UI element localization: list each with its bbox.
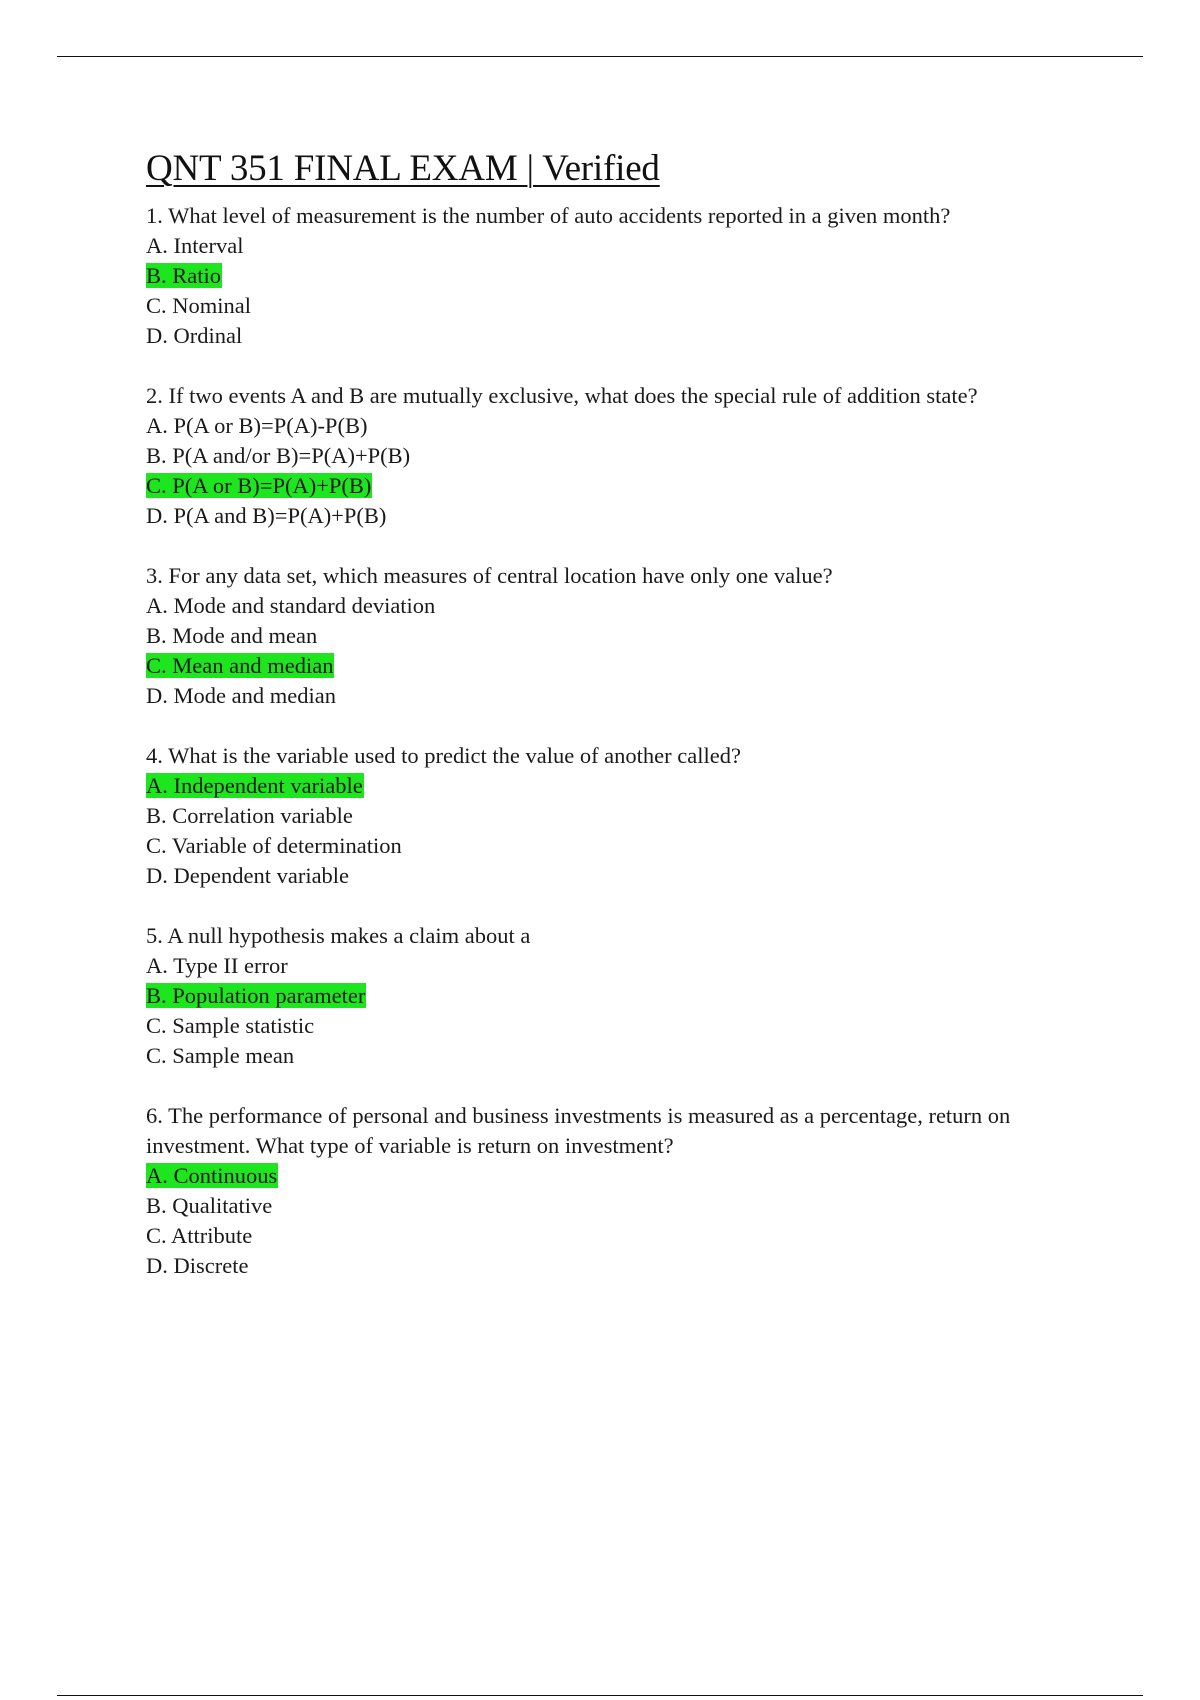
question-text: 5. A null hypothesis makes a claim about a [146, 923, 531, 948]
answer-options [146, 1161, 1086, 1281]
answer-option [146, 1161, 1086, 1191]
answer-option [146, 411, 1086, 441]
answer-option-text: D. P(A and B)=P(A)+P(B) [146, 503, 387, 528]
answer-option [146, 1041, 1086, 1071]
answer-option [146, 501, 1086, 531]
answer-options [146, 771, 1086, 891]
answer-option-text: D. Ordinal [146, 323, 243, 348]
answer-option-text: C. Mean and median [146, 653, 334, 678]
question-2 [146, 381, 1086, 531]
answer-option-text: D. Mode and median [146, 683, 336, 708]
answer-option-text: B. Correlation variable [146, 803, 353, 828]
top-rule [57, 56, 1143, 57]
answer-option [146, 591, 1086, 621]
answer-option [146, 1221, 1086, 1251]
answer-option-text: C. Nominal [146, 293, 251, 318]
answer-options [146, 951, 1086, 1071]
question-text: 6. The performance of personal and business investments is measured as a percentage, return on investment. What type of variable is return on investment? [146, 1103, 1011, 1158]
answer-option-text: A. Continuous [146, 1163, 278, 1188]
question-5 [146, 921, 1086, 1071]
answer-option [146, 441, 1086, 471]
question-text: 3. For any data set, which measures of central location have only one value? [146, 563, 833, 588]
answer-option [146, 1011, 1086, 1041]
bottom-rule [57, 1695, 1143, 1696]
answer-option [146, 831, 1086, 861]
answer-option [146, 321, 1086, 351]
answer-option-text: A. P(A or B)=P(A)-P(B) [146, 413, 368, 438]
answer-option-text: B. Qualitative [146, 1193, 273, 1218]
document-body [146, 143, 1086, 1311]
answer-option-text: A. Type II error [146, 953, 288, 978]
answer-option-text: B. Population parameter [146, 983, 366, 1008]
answer-option [146, 621, 1086, 651]
answer-options [146, 411, 1086, 531]
document-title: QNT 351 FINAL EXAM | Verified [146, 148, 660, 189]
answer-option [146, 681, 1086, 711]
answer-option [146, 861, 1086, 891]
answer-option-text: B. Mode and mean [146, 623, 318, 648]
answer-option [146, 231, 1086, 261]
answer-option-text: B. P(A and/or B)=P(A)+P(B) [146, 443, 411, 468]
answer-option [146, 1251, 1086, 1281]
answer-option-text: C. Attribute [146, 1223, 253, 1248]
answer-option [146, 771, 1086, 801]
answer-option-text: B. Ratio [146, 263, 222, 288]
answer-option-text: C. Sample mean [146, 1043, 295, 1068]
question-1 [146, 201, 1086, 351]
answer-option-text: A. Independent variable [146, 773, 363, 798]
answer-option-text: D. Dependent variable [146, 863, 350, 888]
answer-options [146, 231, 1086, 351]
answer-option [146, 471, 1086, 501]
question-3 [146, 561, 1086, 711]
answer-option-text: C. P(A or B)=P(A)+P(B) [146, 473, 372, 498]
answer-option-text: A. Interval [146, 233, 244, 258]
answer-option-text: C. Variable of determination [146, 833, 402, 858]
answer-option [146, 261, 1086, 291]
question-6 [146, 1101, 1086, 1281]
answer-option-text: A. Mode and standard deviation [146, 593, 436, 618]
answer-option-text: C. Sample statistic [146, 1013, 315, 1038]
question-4 [146, 741, 1086, 891]
answer-option-text: D. Discrete [146, 1253, 249, 1278]
answer-options [146, 591, 1086, 711]
answer-option [146, 651, 1086, 681]
answer-option [146, 291, 1086, 321]
answer-option [146, 801, 1086, 831]
answer-option [146, 1191, 1086, 1221]
question-text: 4. What is the variable used to predict the value of another called? [146, 743, 741, 768]
question-text: 1. What level of measurement is the number of auto accidents reported in a given month? [146, 203, 951, 228]
question-text: 2. If two events A and B are mutually exclusive, what does the special rule of addition state? [146, 383, 978, 408]
answer-option [146, 981, 1086, 1011]
answer-option [146, 951, 1086, 981]
